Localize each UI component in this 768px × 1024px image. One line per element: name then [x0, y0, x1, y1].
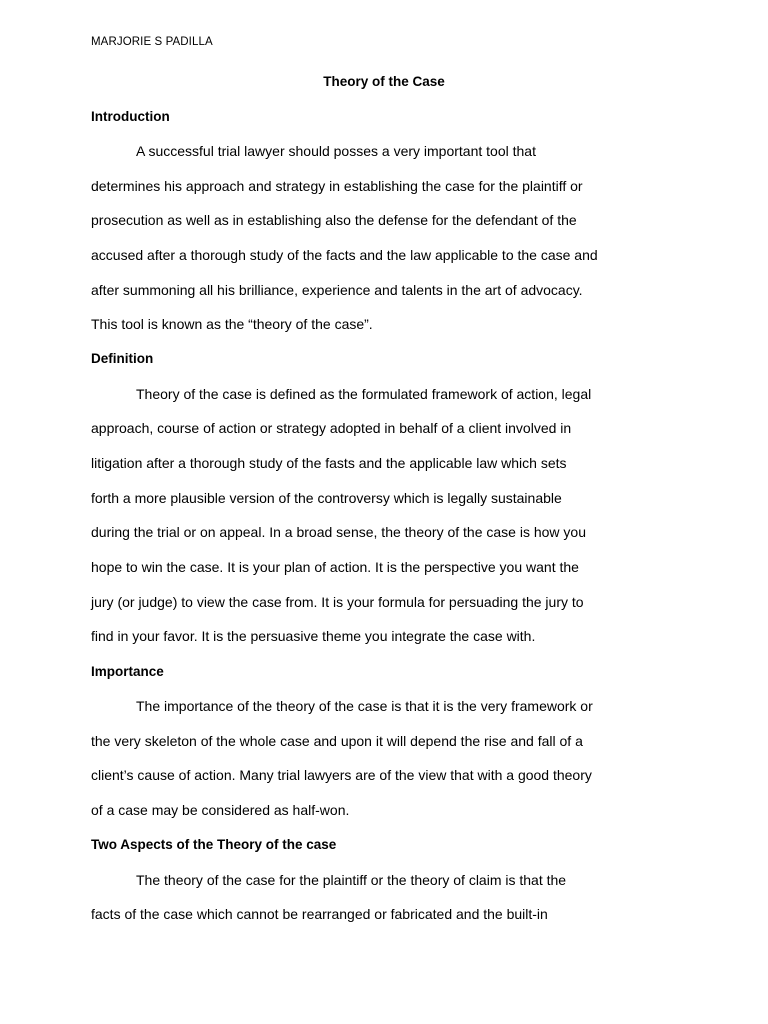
section-heading-introduction: Introduction — [91, 109, 170, 124]
paragraph-line: jury (or judge) to view the case from. It is your formula for persuading the jury to — [91, 594, 584, 610]
paragraph-line: accused after a thorough study of the facts and the law applicable to the case and — [91, 247, 598, 263]
paragraph-line: The theory of the case for the plaintiff or the theory of claim is that the — [136, 872, 567, 888]
section-heading-definition: Definition — [91, 351, 154, 366]
paragraph-line: of a case may be considered as half-won. — [91, 802, 350, 818]
paragraph-line: the very skeleton of the whole case and upon it will depend the rise and fall of a — [91, 733, 583, 749]
author-name: MARJORIE S PADILLA — [91, 36, 213, 48]
paragraph-line: determines his approach and strategy in establishing the case for the plaintiff or — [91, 178, 583, 194]
paragraph-line: during the trial or on appeal. In a broad sense, the theory of the case is how you — [91, 524, 586, 540]
paragraph-line: The importance of the theory of the case is that it is the very framework or — [136, 698, 593, 714]
paragraph-line: A successful trial lawyer should posses a very important tool that — [136, 143, 536, 159]
paragraph-line: forth a more plausible version of the controversy which is legally sustainable — [91, 490, 562, 506]
paragraph-line: facts of the case which cannot be rearranged or fabricated and the built-in — [91, 906, 548, 922]
paragraph-line: Theory of the case is defined as the formulated framework of action, legal — [136, 386, 592, 402]
paragraph-line: litigation after a thorough study of the fasts and the applicable law which sets — [91, 455, 567, 471]
section-heading-importance: Importance — [91, 664, 164, 679]
paragraph-line: This tool is known as the “theory of the case”. — [91, 316, 373, 332]
paragraph-line: hope to win the case. It is your plan of action. It is the perspective you want the — [91, 559, 579, 575]
section-heading-two-aspects: Two Aspects of the Theory of the case — [91, 837, 337, 852]
paragraph-line: client’s cause of action. Many trial lawyers are of the view that with a good theory — [91, 767, 592, 783]
paragraph-line: find in your favor. It is the persuasive theme you integrate the case with. — [91, 628, 536, 644]
paragraph-line: after summoning all his brilliance, experience and talents in the art of advocacy. — [91, 282, 583, 298]
paragraph-line: approach, course of action or strategy adopted in behalf of a client involved in — [91, 420, 572, 436]
paragraph-line: prosecution as well as in establishing also the defense for the defendant of the — [91, 212, 577, 228]
page-title: Theory of the Case — [323, 74, 445, 89]
